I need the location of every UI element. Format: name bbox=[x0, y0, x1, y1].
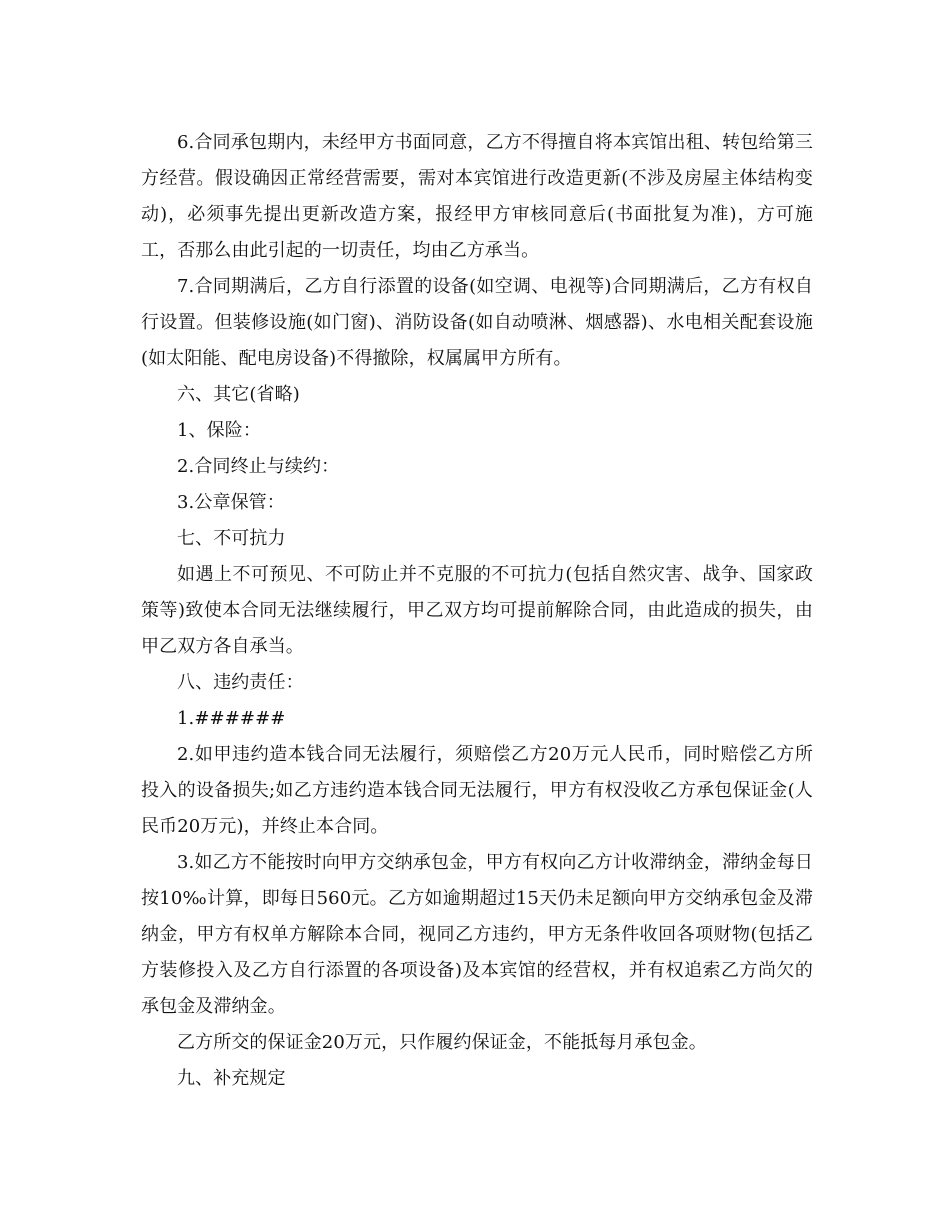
deposit-note-paragraph: 乙方所交的保证金20万元，只作履约保证金，不能抵每月承包金。 bbox=[177, 1032, 707, 1053]
force-majeure-paragraph: 如遇上不可预见、不可防止并不克服的不可抗力(包括自然灾害、战争、国家政策等)致使本合同无法继续履行，甲乙双方均可提前解除合同，由此造成的损失，由甲乙双方各自承当。 bbox=[141, 564, 813, 657]
clause-7-paragraph: 7.合同期满后，乙方自行添置的设备(如空调、电视等)合同期满后，乙方有权自行设置。但装修设施(如门窗)、消防设备(如自动喷淋、烟感器)、水电相关配套设施(如太阳能、配电房设备)不得撤除，权属属甲方所有。 bbox=[141, 276, 813, 369]
list-item-insurance: 1、保险： bbox=[177, 420, 261, 441]
breach-item-2: 2.如甲违约造本钱合同无法履行，须赔偿乙方20万元人民币，同时赔偿乙方所投入的设备损失;如乙方违约造本钱合同无法履行，甲方有权没收乙方承包保证金(人民币20万元)，并终止本合同。 bbox=[141, 744, 813, 837]
document-body bbox=[141, 125, 813, 1097]
breach-item-3: 3.如乙方不能按时向甲方交纳承包金，甲方有权向乙方计收滞纳金，滞纳金每日按10‰计算，即每日560元。乙方如逾期超过15天仍未足额向甲方交纳承包金及滞纳金，甲方有权单方解除本合同，视同乙方违约，甲方无条件收回各项财物(包括乙方装修投入及乙方自行添置的各项设备)及本宾馆的经营权，并有权追索乙方尚欠的承包金及滞纳金。 bbox=[141, 852, 813, 1017]
section-8-heading: 八、违约责任： bbox=[177, 672, 304, 693]
clause-6-paragraph: 6.合同承包期内，未经甲方书面同意，乙方不得擅自将本宾馆出租、转包给第三方经营。假设确因正常经营需要，需对本宾馆进行改造更新(不涉及房屋主体结构变动)，必须事先提出更新改造方案，报经甲方审核同意后(书面批复为准)，方可施工，否那么由此引起的一切责任，均由乙方承当。 bbox=[141, 132, 813, 261]
list-item-seal-custody: 3.公章保管： bbox=[177, 492, 285, 513]
breach-item-1: 1.###### bbox=[177, 708, 286, 729]
section-7-heading: 七、不可抗力 bbox=[177, 528, 286, 549]
section-9-heading: 九、补充规定 bbox=[177, 1068, 286, 1089]
list-item-termination-renewal: 2.合同终止与续约： bbox=[177, 456, 340, 477]
section-6-heading: 六、其它(省略) bbox=[177, 384, 300, 405]
